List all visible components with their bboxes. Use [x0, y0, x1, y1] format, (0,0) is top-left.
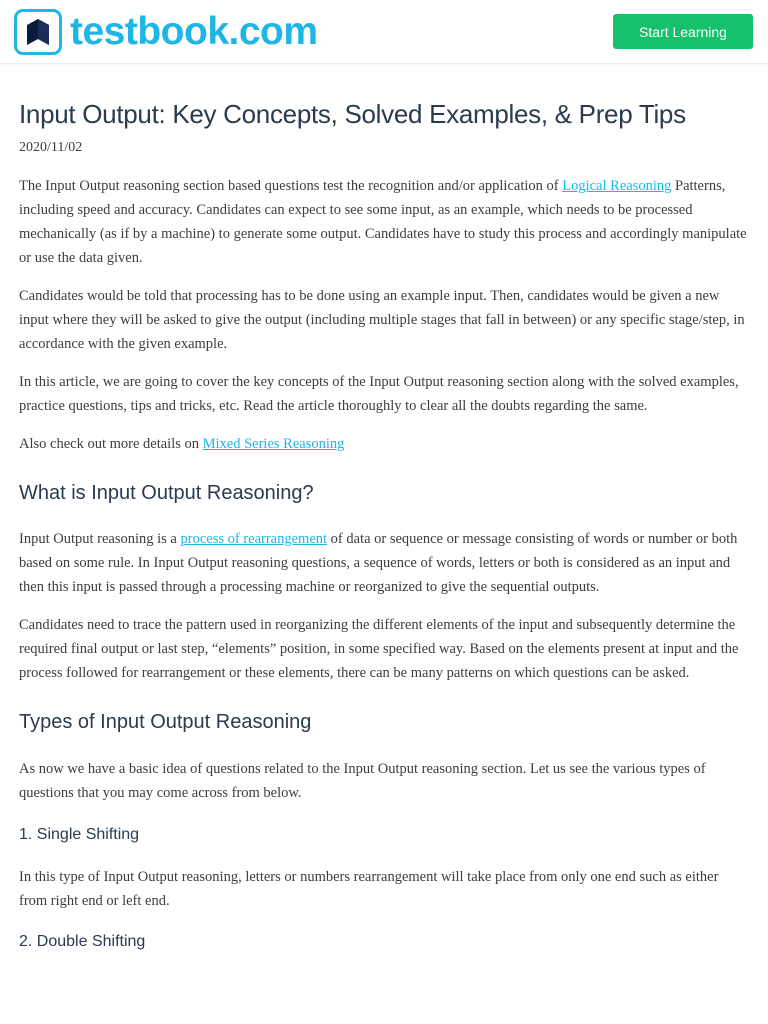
article	[0, 98, 768, 953]
processing-paragraph: Candidates would be told that processing has to be done using an example input. Then, candidates would be given a new input where they will be asked to give the output (including multiple stages that fall in between) or any specific stage/step, in accordance with the given example.	[19, 288, 745, 352]
definition-paragraph	[19, 527, 748, 599]
testbook-logo-icon	[14, 9, 62, 55]
intro-paragraph	[19, 174, 748, 270]
process-of-rearrangement-link[interactable]: process of rearrangement	[180, 531, 328, 547]
single-shifting-paragraph: In this type of Input Output reasoning, letters or numbers rearrangement will take place from only one end such as either from right end or left end.	[19, 869, 719, 909]
publish-date: 2020/11/02	[19, 140, 83, 155]
also-check-text: Also check out more details on	[19, 436, 203, 452]
logical-reasoning-link[interactable]: Logical Reasoning	[562, 178, 672, 194]
also-check-paragraph	[19, 432, 748, 456]
site-header	[0, 0, 768, 64]
mixed-series-reasoning-link[interactable]: Mixed Series Reasoning	[202, 436, 345, 452]
types-intro-paragraph: As now we have a basic idea of questions related to the Input Output reasoning section. Let us see the various types of questions that you may come across from below.	[19, 761, 706, 801]
subheading-single-shifting: 1. Single Shifting	[19, 826, 140, 843]
definition-text-start: Input Output reasoning is a	[19, 531, 181, 547]
article-scope-paragraph: In this article, we are going to cover the key concepts of the Input Output reasoning section along with the solved examples, practice questions, tips and tricks, etc. Read the article thoroughly to clear all the doubts regarding the same.	[19, 374, 739, 414]
brand-logo[interactable]	[14, 9, 318, 55]
definition-text-end: of data or sequence or message consisting of words or number or both based on some rule. In Input Output reasoning questions, a sequence of words, letters or both is considered as an input and then this input is passed through a processing machine or reorganized to give the sequential outputs.	[19, 531, 738, 595]
section-heading-types: Types of Input Output Reasoning	[19, 711, 312, 733]
start-learning-button[interactable]: Start Learning	[613, 14, 753, 49]
subheading-double-shifting: 2. Double Shifting	[19, 933, 146, 950]
page-title: Input Output: Key Concepts, Solved Examples, & Prep Tips	[19, 99, 686, 129]
section-heading-what-is: What is Input Output Reasoning?	[19, 482, 314, 504]
pattern-paragraph: Candidates need to trace the pattern used in reorganizing the different elements of the input and subsequently determine the required final output or last step, “elements” position, in some specified way. Based on the elements present at input and the process followed for rearrangement or these elements, there can be many patterns on which questions can be asked.	[19, 617, 739, 681]
intro-text-start: The Input Output reasoning section based questions test the recognition and/or application of	[19, 178, 563, 194]
brand-name: testbook.com	[70, 10, 318, 53]
intro-text-end: Patterns, including speed and accuracy. Candidates can expect to see some input, as an example, which needs to be processed mechanically (as if by a machine) to generate some output. Candidates have to study this process and accordingly manipulate or use the data given.	[19, 178, 747, 266]
